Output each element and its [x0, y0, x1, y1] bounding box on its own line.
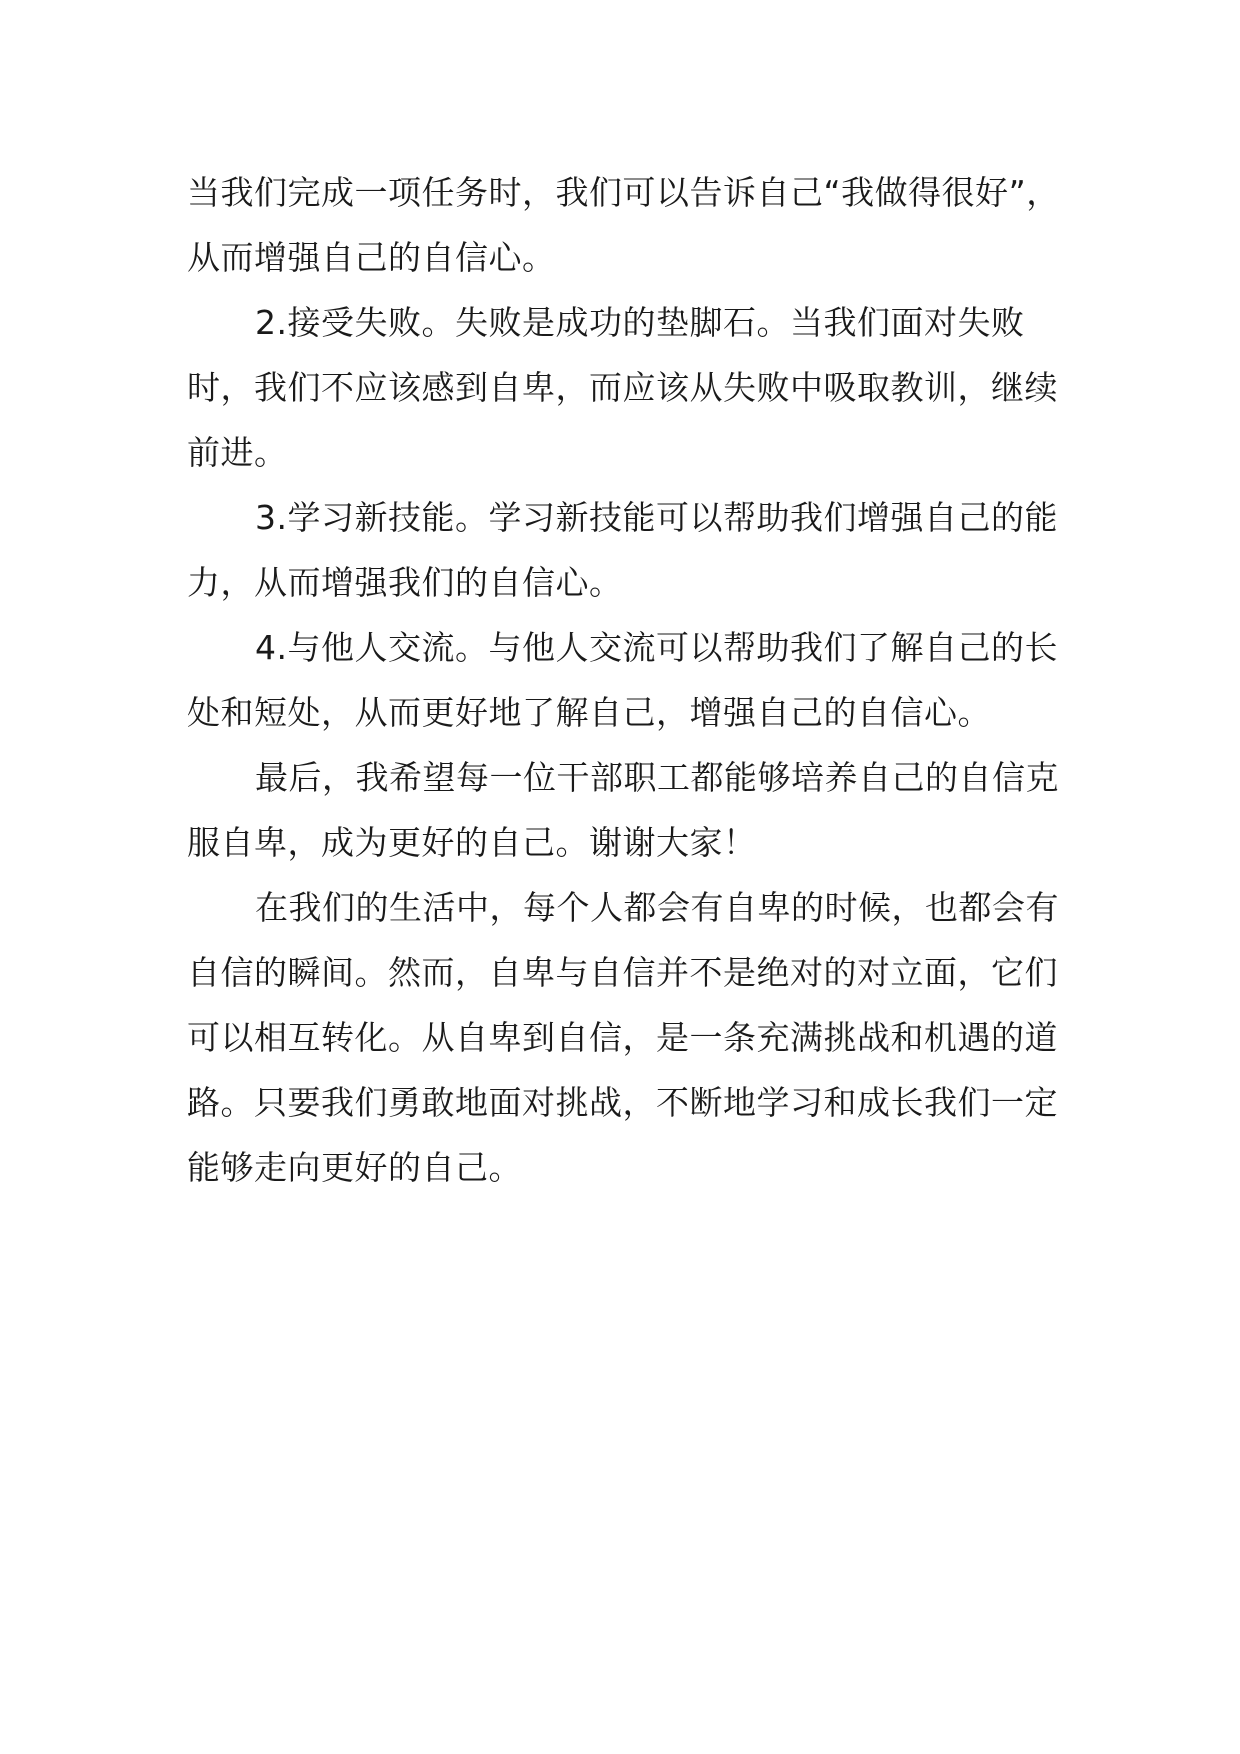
document-body: [187, 160, 1077, 1200]
paragraph-closing: 最后，我希望每一位干部职工都能够培养自己的自信克服自卑，成为更好的自己。谢谢大家！: [187, 758, 1059, 862]
paragraph-learn-skills: 3.学习新技能。学习新技能可以帮助我们增强自己的能力，从而增强我们的自信心。: [187, 498, 1058, 602]
paragraph-accept-failure: 2.接受失败。失败是成功的垫脚石。当我们面对失败时，我们不应该感到自卑，而应该从失败中吸取教训，继续前进。: [187, 303, 1058, 472]
paragraph-communicate: 4.与他人交流。与他人交流可以帮助我们了解自己的长处和短处，从而更好地了解自己，增强自己的自信心。: [187, 628, 1058, 732]
paragraph-continuation: 当我们完成一项任务时，我们可以告诉自己“我做得很好”，从而增强自己的自信心。: [187, 173, 1060, 277]
paragraph-conclusion: 在我们的生活中，每个人都会有自卑的时候，也都会有自信的瞬间。然而，自卑与自信并不是绝对的对立面，它们可以相互转化。从自卑到自信，是一条充满挑战和机遇的道路。只要我们勇敢地面对挑战，不断地学习和成长我们一定能够走向更好的自己。: [187, 888, 1059, 1187]
